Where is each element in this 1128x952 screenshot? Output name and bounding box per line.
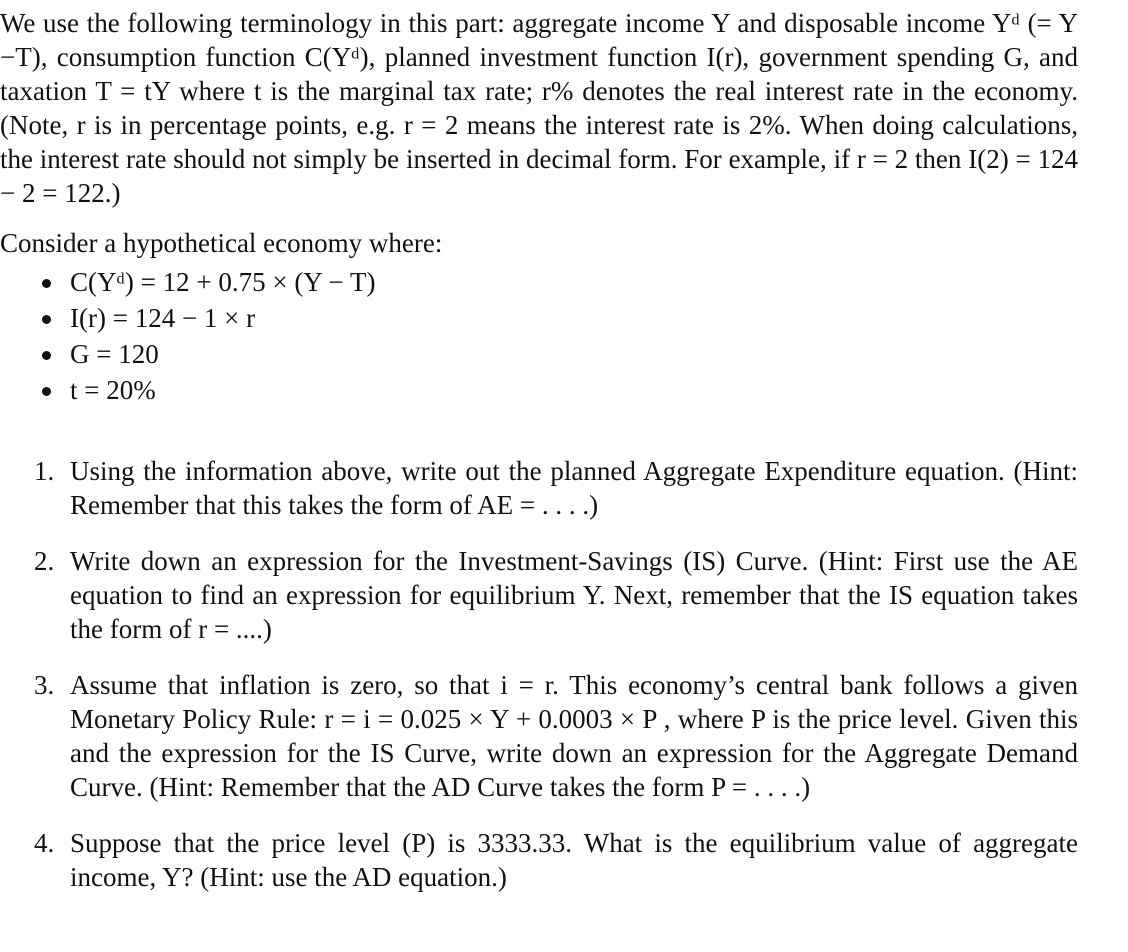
list-item: I(r) = 124 − 1 × r	[42, 300, 1078, 336]
question-2	[0, 544, 1078, 646]
list-item: C(Yᵈ) = 12 + 0.75 × (Y − T)	[42, 264, 1078, 300]
conditions-list	[0, 264, 1078, 408]
question-text: Using the information above, write out the planned Aggregate Expenditure equation. (Hint: Remember that this takes the form of AE = . . . .)	[70, 456, 1078, 520]
question-text: Write down an expression for the Investment-Savings (IS) Curve. (Hint: First use the AE equation to find an expression for equilibrium Y. Next, remember that the IS equation takes the form of r = ....)	[70, 546, 1078, 644]
document-page	[0, 6, 1078, 916]
intro-paragraph: We use the following terminology in this part: aggregate income Y and disposable income Yᵈ (= Y −T), consumption function C(Yᵈ), planned investment function I(r), government spending G, and taxation T = tY where t is the marginal tax rate; r% denotes the real interest rate in the economy. (Note, r is in percentage points, e.g. r = 2 means the interest rate is 2%. When doing calculations, the interest rate should not simply be inserted in decimal form. For example, if r = 2 then I(2) = 124 − 2 = 122.)	[0, 8, 1078, 208]
list-item: t = 20%	[42, 372, 1078, 408]
consider-heading: Consider a hypothetical economy where:	[0, 228, 443, 258]
question-text: Suppose that the price level (P) is 3333.33. What is the equilibrium value of aggregate income, Y? (Hint: use the AD equation.)	[70, 828, 1078, 892]
question-1	[0, 454, 1078, 522]
list-item: G = 120	[42, 336, 1078, 372]
question-number: 3.	[34, 670, 55, 700]
question-text: Assume that inflation is zero, so that i = r. This economy’s central bank follows a given Monetary Policy Rule: r = i = 0.025 × Y + 0.0003 × P , where P is the price level. Given this and the expression for the IS Curve, write down an expression for the Aggregate Demand Curve. (Hint: Remember that the AD Curve takes the form P = . . . .)	[70, 670, 1078, 802]
question-number: 4.	[34, 828, 55, 858]
question-3	[0, 668, 1078, 804]
question-4	[0, 826, 1078, 894]
question-number: 1.	[34, 456, 55, 486]
question-number: 2.	[34, 546, 55, 576]
questions-list	[0, 454, 1078, 894]
